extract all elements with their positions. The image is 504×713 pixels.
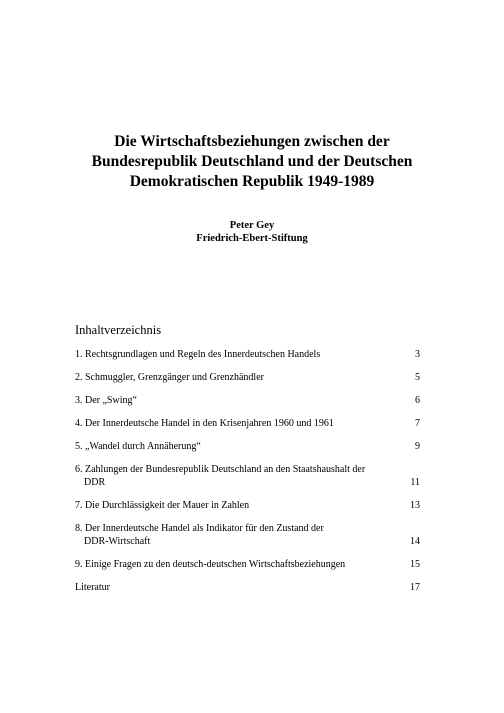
title-line: Bundesrepublik Deutschland und der Deutschen	[91, 153, 413, 170]
toc-entry-title-continued: DDR	[84, 477, 106, 488]
toc-entry	[75, 558, 420, 571]
toc-entry	[75, 348, 420, 361]
toc-entry-page: 3	[415, 349, 420, 360]
toc-entry-title: Literatur	[75, 582, 110, 593]
toc-entry	[75, 463, 420, 489]
toc-entry-page: 6	[415, 395, 420, 406]
toc-entry-title: 3. Der „Swing“	[75, 395, 137, 406]
toc-entry-page: 11	[410, 477, 420, 488]
author-name: Peter Gey	[229, 220, 275, 231]
document-title	[0, 132, 504, 192]
title-line: Die Wirtschaftsbeziehungen zwischen der	[114, 133, 390, 150]
toc-entry-title: 1. Rechtsgrundlagen und Regeln des Innerdeutschen Handels	[75, 349, 321, 360]
toc-entry-page: 15	[410, 559, 420, 570]
toc-entry-title-continued: DDR-Wirtschaft	[84, 536, 151, 547]
toc-entry-page: 17	[410, 582, 420, 593]
toc-entry	[75, 394, 420, 407]
toc-entry-title: 7. Die Durchlässigkeit der Mauer in Zahlen	[75, 500, 250, 511]
title-line: Demokratischen Republik 1949-1989	[129, 173, 375, 190]
toc-entry-page: 5	[415, 372, 420, 383]
table-of-contents	[75, 348, 420, 604]
toc-entry-title: 6. Zahlungen der Bundesrepublik Deutschland an den Staatshaushalt der	[75, 464, 366, 475]
toc-entry-title: 4. Der Innerdeutsche Handel in den Krisenjahren 1960 und 1961	[75, 418, 334, 429]
toc-entry-page: 9	[415, 441, 420, 452]
toc-entry-page: 7	[415, 418, 420, 429]
toc-entry	[75, 417, 420, 430]
toc-entry	[75, 440, 420, 453]
author-organization: Friedrich-Ebert-Stiftung	[196, 233, 308, 244]
toc-entry-title: 8. Der Innerdeutsche Handel als Indikator für den Zustand der	[75, 523, 324, 534]
toc-entry-page: 13	[410, 500, 420, 511]
toc-entry-page: 14	[410, 536, 420, 547]
toc-entry	[75, 371, 420, 384]
toc-entry	[75, 581, 420, 594]
toc-entry	[75, 522, 420, 548]
toc-entry	[75, 499, 420, 512]
toc-entry-title: 5. „Wandel durch Annäherung“	[75, 441, 201, 452]
toc-entry-title: 2. Schmuggler, Grenzgänger und Grenzhändler	[75, 372, 264, 383]
author-block	[0, 219, 504, 245]
toc-heading: Inhaltverzeichnis	[75, 323, 162, 337]
toc-entry-title: 9. Einige Fragen zu den deutsch-deutschen Wirtschaftsbeziehungen	[75, 559, 346, 570]
